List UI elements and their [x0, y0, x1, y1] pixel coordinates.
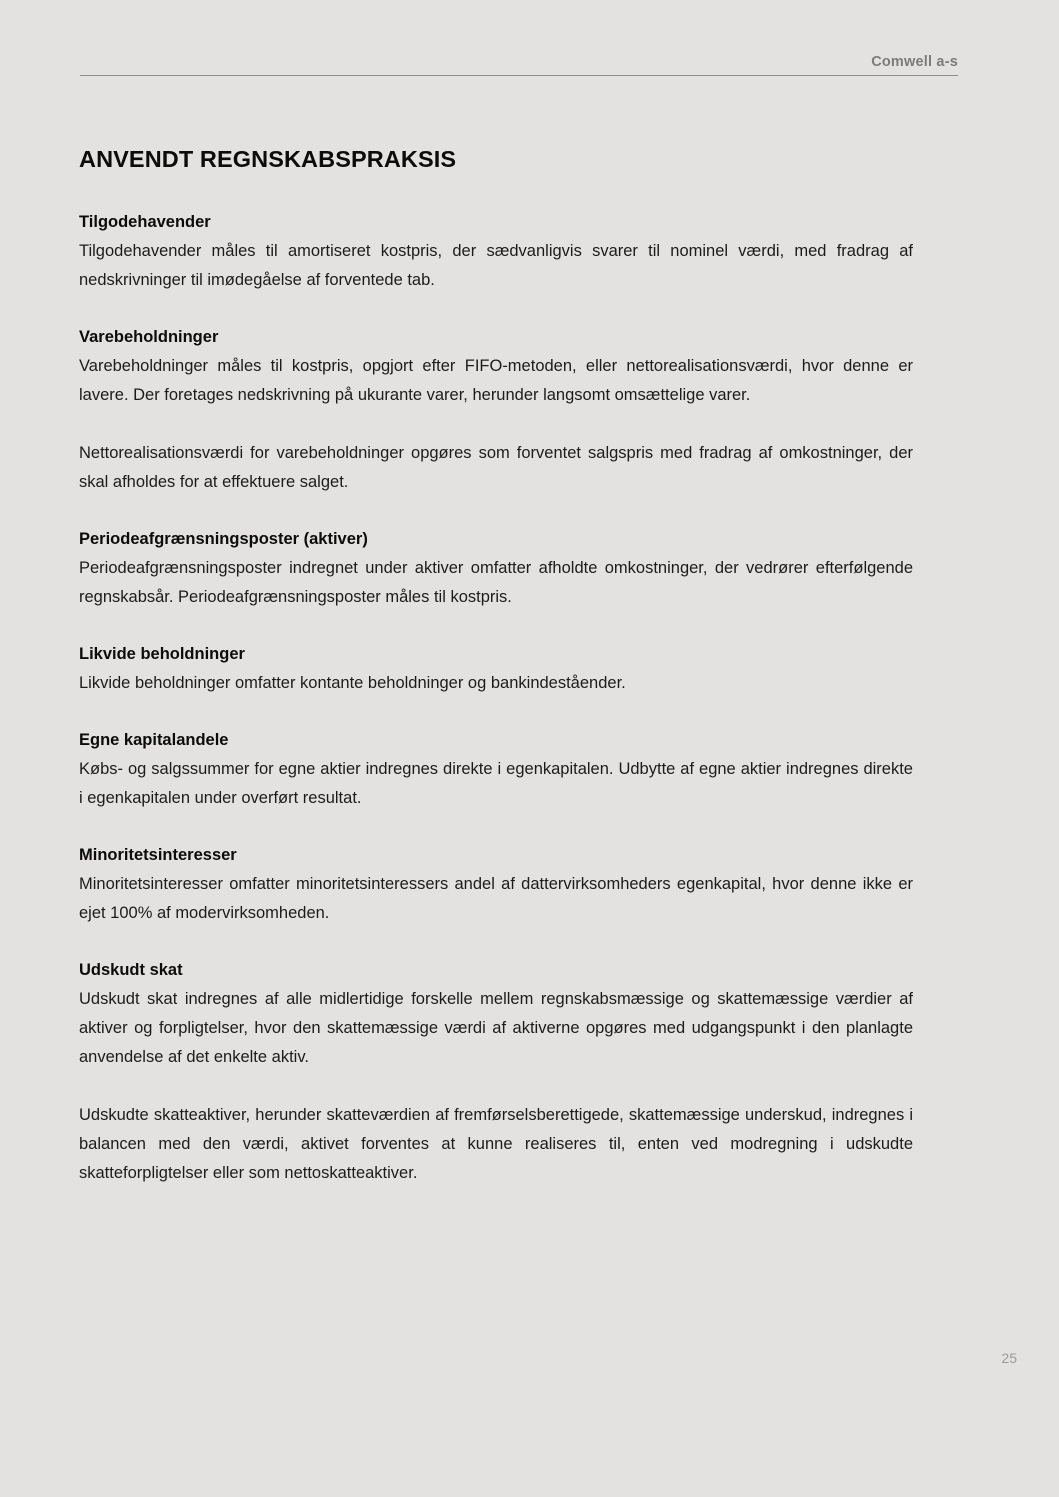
page-title: ANVENDT REGNSKABSPRAKSIS: [79, 146, 457, 172]
section-likvide-beholdninger: [79, 640, 913, 698]
section-paragraph: Købs- og salgssummer for egne aktier indregnes direkte i egenkapitalen. Udbytte af egne aktier indregnes direkte i egenkapitalen under overført resultat.: [79, 760, 913, 807]
page-number: 25: [1001, 1350, 1017, 1366]
section-paragraph: Udskudt skat indregnes af alle midlertidige forskelle mellem regnskabsmæssige og skattemæssige værdier af aktiver og forpligtelser, hvor den skattemæssige værdi af aktiverne opgøres med udgangspunkt i den planlagte anvendelse af det enkelte aktiv.: [79, 990, 913, 1066]
section-heading: Periodeafgrænsningsposter (aktiver): [79, 530, 368, 548]
section-tilgodehavender: [79, 208, 913, 295]
section-paragraph: Tilgodehavender måles til amortiseret kostpris, der sædvanligvis svarer til nominel værdi, med fradrag af nedskrivninger til imødegåelse af forventede tab.: [79, 242, 913, 289]
section-paragraph: Varebeholdninger måles til kostpris, opgjort efter FIFO-metoden, eller nettorealisationsværdi, hvor denne er lavere. Der foretages nedskrivning på ukurante varer, herunder langsomt omsættelige varer.: [79, 357, 913, 404]
section-minoritetsinteresser: [79, 841, 913, 928]
section-heading: Varebeholdninger: [79, 328, 219, 346]
section-heading: Udskudt skat: [79, 961, 183, 979]
header-divider: [80, 75, 958, 76]
section-heading: Likvide beholdninger: [79, 645, 245, 663]
header-company-name: Comwell a-s: [871, 54, 958, 70]
section-paragraph: Nettorealisationsværdi for varebeholdninger opgøres som forventet salgspris med fradrag af omkostninger, der skal afholdes for at effektuere salget.: [79, 444, 913, 491]
section-heading: Tilgodehavender: [79, 213, 211, 231]
section-udskudt-skat: [79, 956, 913, 1188]
document-body: [79, 208, 913, 1216]
section-paragraph: Udskudte skatteaktiver, herunder skatteværdien af fremførselsberettigede, skattemæssige underskud, indregnes i balancen med den værdi, aktivet forventes at kunne realiseres til, enten ved modregning i udskudte skatteforpligtelser eller som nettoskatteaktiver.: [79, 1106, 913, 1182]
section-varebeholdninger: [79, 323, 913, 497]
section-paragraph: Periodeafgrænsningsposter indregnet under aktiver omfatter afholdte omkostninger, der vedrører efterfølgende regnskabsår. Periodeafgrænsningsposter måles til kostpris.: [79, 559, 913, 606]
section-paragraph: Minoritetsinteresser omfatter minoritetsinteressers andel af dattervirksomheders egenkapital, hvor denne ikke er ejet 100% af modervirksomheden.: [79, 875, 913, 922]
section-heading: Minoritetsinteresser: [79, 846, 237, 864]
section-egne-kapitalandele: [79, 726, 913, 813]
section-periodeafgraensningsposter: [79, 525, 913, 612]
section-heading: Egne kapitalandele: [79, 731, 229, 749]
section-paragraph: Likvide beholdninger omfatter kontante beholdninger og bankindeståender.: [79, 674, 626, 692]
